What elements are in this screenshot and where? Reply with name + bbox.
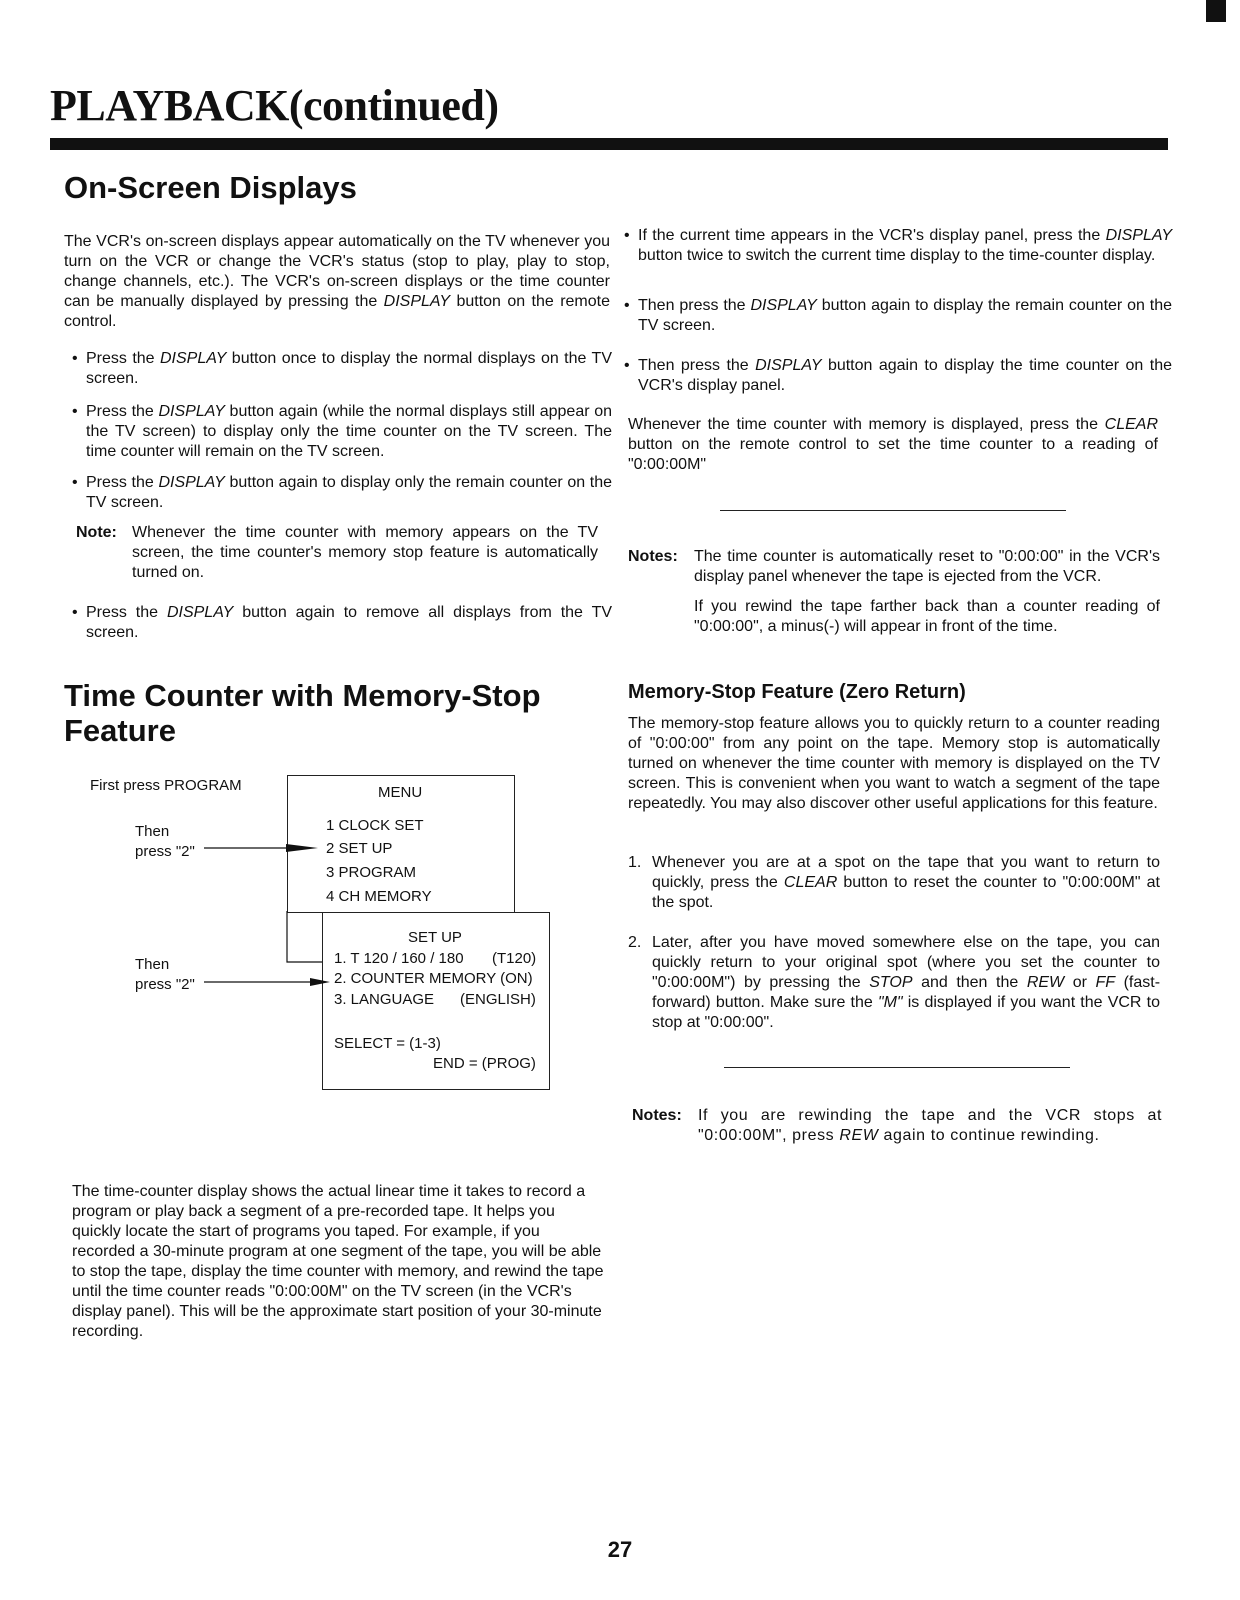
setup-item-3: 3. LANGUAGE [334,991,435,1008]
right-bullet-2: • Then press the DISPLAY button again to display the remain counter on the TV screen. [624,296,1172,336]
note-text: Whenever the time counter with memory appears on the TV screen, the time counter's memory stop feature is automatically turned on. [132,524,598,581]
note-2: If you rewind the tape farther back than a counter reading of "0:00:00", a minus(-) will appear in front of the time. [694,598,1160,635]
memory-stop-heading: Memory-Stop Feature (Zero Return) [628,681,966,703]
connector-line [287,911,322,962]
setup-end: END = (PROG) [433,1055,536,1072]
setup-select: SELECT = (1-3) [334,1035,441,1052]
time-counter-heading-line1: Time Counter with Memory-Stop [64,678,541,713]
diagram-then-1: Then [135,823,170,840]
clear-para: Whenever the time counter with memory is displayed, press the CLEAR button on the remote control to set the time counter to a reading of "0:00:00M" [628,416,1158,473]
setup-item-2: 2. COUNTER MEMORY (ON) [334,970,533,987]
arrow-head-2 [310,978,330,986]
arrow-head-1 [286,844,318,852]
note-1: The time counter is automatically reset to "0:00:00" in the VCR's display panel whenever the tape is ejected from the VCR. [694,548,1160,585]
diagram-first-press: First press PROGRAM [90,777,242,794]
note-label: Note: [76,524,117,541]
step-text: Later, after you have moved somewhere else on the tape, you can quickly return to your original spot (where you set the counter to "0:00:00M") by pressing the STOP and then the REW or FF (fast-forward) button. Make sure the "M" is displayed if you want the VCR to stop at "0:00:00". [652,934,1161,1031]
onscreen-intro: The VCR's on-screen displays appear automatically on the TV whenever you turn on the VCR or change the VCR's status (stop to play, play to stop, change channels, etc.). The VCR's on-screen displays or the time counter can be manually displayed by pressing the DISPLAY button on the remote control. [64,233,610,330]
memory-stop-note-text: If you are rewinding the tape and the VCR stops at "0:00:00M", press REW again to continue rewinding. [698,1107,1162,1144]
time-counter-para: The time-counter display shows the actual linear time it takes to record a program or play back a segment of a pre-recorded tape. It helps you quickly locate the start of programs you taped. For example, if you recorded a 30-minute program at one segment of the tape, you will be able to stop the tape, display the time counter with memory, and rewind the tape until the time counter reads "0:00:00M" on the TV screen (in the VCR's display panel). This will be the approximate start position of your 30-minute recording. [72,1183,604,1340]
page-title: PLAYBACK(continued) [50,81,499,130]
menu-item-program: 3 PROGRAM [326,864,417,881]
notes-label: Notes: [632,1107,682,1124]
menu-title: MENU [378,784,423,801]
menu-item-ch-memory: 4 CH MEMORY [326,888,432,905]
memory-stop-notes [632,1106,1162,1146]
setup-item-3-value: (ENGLISH) [460,991,536,1008]
separator-1 [720,510,1066,511]
right-bullet-1: • If the current time appears in the VCR's display panel, press the DISPLAY button twice to switch the current time display to the time-counter display. [624,226,1172,266]
corner-mark [1206,0,1226,22]
onscreen-bullet-1: • Press the DISPLAY button once to display the normal displays on the TV screen. [72,349,612,389]
diagram-press-1: press "2" [135,843,195,860]
step-text: Whenever you are at a spot on the tape that you want to return to quickly, press the CLEAR button to reset the counter to "0:00:00M" at the spot. [652,854,1161,911]
memory-stop-step-2 [628,933,1160,1033]
onscreen-bullet-4: • Press the DISPLAY button again to remove all displays from the TV screen. [72,603,612,643]
menu-item-set-up: 2 SET UP [326,840,393,857]
step-number: 1. [628,854,642,871]
diagram-arrows [0,0,600,1100]
memory-stop-step-1 [628,853,1160,913]
menu-item-clock-set: 1 CLOCK SET [326,817,424,834]
right-bullet-3: • Then press the DISPLAY button again to display the time counter on the VCR's display panel. [624,356,1172,396]
diagram-then-2: Then [135,956,170,973]
separator-2 [724,1067,1070,1068]
setup-item-1: 1. T 120 / 160 / 180 [334,950,464,967]
setup-item-1-value: (T120) [492,950,537,967]
notes-label: Notes: [628,548,678,565]
right-notes [628,547,1160,637]
onscreen-bullet-3: • Press the DISPLAY button again to display only the remain counter on the TV screen. [72,473,612,513]
onscreen-bullet-2: • Press the DISPLAY button again (while the normal displays still appear on the TV screen) to display only the time counter on the TV screen. The time counter will remain on the TV screen. [72,402,612,462]
diagram-press-2: press "2" [135,976,195,993]
page-number: 27 [607,1537,633,1562]
onscreen-heading: On-Screen Displays [64,170,357,205]
step-number: 2. [628,934,642,951]
time-counter-heading-line2: Feature [64,713,176,748]
memory-stop-intro: The memory-stop feature allows you to quickly return to a counter reading of "0:00:00" from any point on the tape. Memory stop is automatically turned on whenever the time counter with memory is displayed on the TV screen. This is convenient when you want to watch a segment of the tape repeatedly. You may also discover other useful applications for this feature. [628,715,1160,812]
setup-title: SET UP [408,929,462,946]
